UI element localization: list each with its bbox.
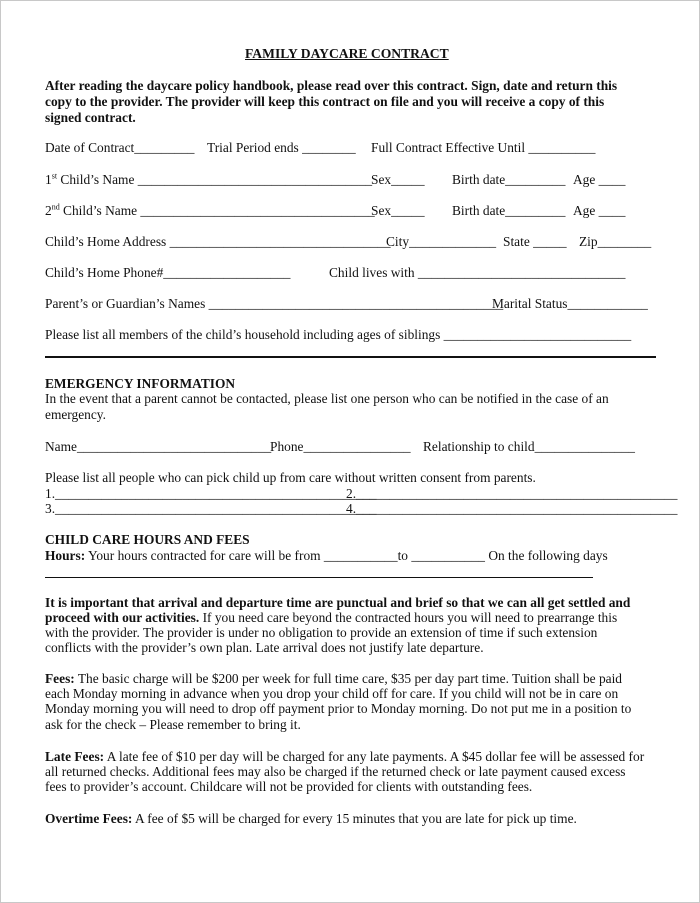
pickup-person-4-field[interactable]: 4.________________________________________________ [346,501,678,516]
household-members-field[interactable]: Please list all members of the child’s household including ages of siblings ____________________________ [45,327,632,342]
second-child-name-label: Child’s Name ___________________________________ [59,203,375,218]
guardian-names-field[interactable]: Parent’s or Guardian’s Names ____________________________________________ [45,296,504,311]
hours-text: Your hours contracted for care will be from ___________to ___________ On the following days [85,548,608,563]
fees-label: Fees: [45,671,75,686]
ordinal-suffix: st [51,171,58,181]
overtime-fees-line [45,811,577,827]
fees-text: The basic charge will be $200 per week for full time care, $35 per day part time. Tuition shall be paid [74,671,623,686]
second-child-name-field[interactable] [45,203,375,219]
punctual-line-1: It is important that arrival and departure time are punctual and brief so that we can all get settled and [45,595,631,610]
punctual-bold: proceed with our activities. [45,610,200,625]
emergency-phone-field[interactable]: Phone________________ [270,439,411,454]
punctual-rest: If you need care beyond the contracted hours you will need to prearrange this [199,610,618,625]
date-of-contract-field[interactable]: Date of Contract_________ [45,140,195,155]
second-child-age-field[interactable]: Age ____ [573,203,626,218]
hours-field[interactable] [45,548,608,564]
pickup-person-3-field[interactable]: 3.________________________________________________ [45,501,377,516]
late-fees-text: A late fee of $10 per day will be charged for any late payments. A $45 dollar fee will be assessed for [104,749,645,764]
lives-with-field[interactable]: Child lives with _______________________________ [329,265,626,280]
late-fees-line-3: fees to provider’s account. Childcare will not be provided for clients with outstanding fees. [45,779,533,794]
fees-line-4: ask for the check – Please remember to bring it. [45,717,301,732]
fees-line-3: Monday morning you will need to drop off payment prior to Monday morning. Do not put me in a position to [45,701,632,716]
intro-line-3: signed contract. [45,110,136,125]
late-fees-line-1 [45,749,644,765]
emergency-heading: EMERGENCY INFORMATION [45,376,236,391]
ordinal-suffix: nd [51,202,60,212]
pickup-person-1-field[interactable]: 1.________________________________________________ [45,486,377,501]
first-child-birth-field[interactable]: Birth date_________ [452,172,566,187]
relationship-field[interactable]: Relationship to child_______________ [423,439,636,454]
first-child-name-field[interactable] [45,172,372,188]
second-child-sex-field[interactable]: Sex_____ [371,203,425,218]
trial-period-field[interactable]: Trial Period ends ________ [207,140,356,155]
fees-line-1 [45,671,622,687]
document-title: FAMILY DAYCARE CONTRACT [245,46,449,61]
late-fees-label: Late Fees: [45,749,105,764]
first-child-name-label: Child’s Name ___________________________________ [57,172,373,187]
punctual-line-2 [45,610,617,626]
city-field[interactable]: City_____________ [386,234,497,249]
pickup-instructions: Please list all people who can pick child up from care without written consent from parents. [45,470,536,485]
days-blank-line[interactable] [45,577,593,578]
punctual-line-3: with the provider. The provider is under no obligation to provide an extension of time if such extension [45,625,598,640]
zip-field[interactable]: Zip________ [579,234,652,249]
overtime-label: Overtime Fees: [45,811,133,826]
fees-line-2: each Monday morning in advance when you drop your child off for care. If you child will not be in care on [45,686,619,701]
hours-label: Hours: [45,548,86,563]
hours-fees-heading: CHILD CARE HOURS AND FEES [45,532,250,547]
second-child-birth-field[interactable]: Birth date_________ [452,203,566,218]
home-address-field[interactable]: Child’s Home Address _________________________________ [45,234,391,249]
punctual-line-4: conflicts with the provider’s own plan. Late arrival does not justify late departure. [45,640,484,655]
state-field[interactable]: State _____ [503,234,567,249]
emergency-name-field[interactable]: Name_____________________________ [45,439,272,454]
emergency-line-1: In the event that a parent cannot be contacted, please list one person who can be notified in the case of an [45,391,609,406]
emergency-line-2: emergency. [45,407,106,422]
intro-line-2: copy to the provider. The provider will keep this contract on file and you will receive a copy of this [45,94,605,109]
full-contract-field[interactable]: Full Contract Effective Until __________ [371,140,596,155]
child-ordinal: 2 [45,203,52,218]
overtime-text: A fee of $5 will be charged for every 15 minutes that you are late for pick up time. [132,811,577,826]
section-divider [45,356,656,358]
child-ordinal: 1 [45,172,52,187]
first-child-age-field[interactable]: Age ____ [573,172,626,187]
late-fees-line-2: all returned checks. Additional fees may also be charged if the returned check or late payment caused excess [45,764,626,779]
home-phone-field[interactable]: Child’s Home Phone#___________________ [45,265,291,280]
intro-line-1: After reading the daycare policy handbook, please read over this contract. Sign, date and return this [45,78,618,93]
pickup-person-2-field[interactable]: 2.________________________________________________ [346,486,678,501]
first-child-sex-field[interactable]: Sex_____ [371,172,425,187]
marital-status-field[interactable]: Marital Status____________ [492,296,648,311]
